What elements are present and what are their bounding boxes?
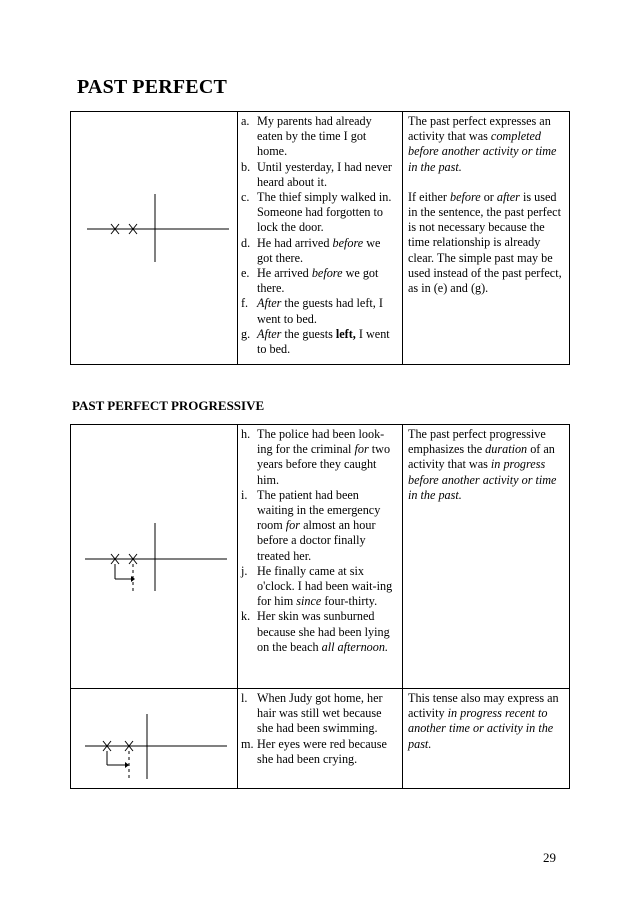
example-text: The patient had been waiting in the emergency room for almost an hour before a doctor finally treated her. xyxy=(257,487,381,563)
timeline-diagram xyxy=(71,689,237,789)
example-item xyxy=(241,737,398,767)
example-text: He had arrived before we got there. xyxy=(257,235,381,265)
example-item xyxy=(241,266,398,296)
example-item xyxy=(241,327,398,357)
example-letter: h. xyxy=(241,427,251,441)
timeline-diagram xyxy=(71,112,237,365)
example-item xyxy=(241,691,398,737)
example-letter: i. xyxy=(241,487,248,502)
example-letter: m. xyxy=(241,736,254,751)
example-letter: d. xyxy=(241,235,251,250)
example-item xyxy=(241,296,398,326)
example-item xyxy=(241,609,398,655)
example-text: When Judy got home, her hair was still wet because she had been swimming. xyxy=(257,691,383,736)
example-letter: c. xyxy=(241,190,250,205)
examples-list xyxy=(238,689,402,767)
explanation-notes xyxy=(403,425,569,503)
explanation-notes xyxy=(403,112,569,296)
timeline-diagram xyxy=(71,425,237,689)
example-item xyxy=(241,160,398,190)
example-text: My parents had already eaten by the time I got home. xyxy=(257,114,372,159)
example-letter: l. xyxy=(241,691,248,705)
example-item xyxy=(241,190,398,236)
explanation-notes xyxy=(403,689,569,752)
example-text: The police had been look-ing for the criminal for two years before they caught him. xyxy=(257,427,391,487)
example-item xyxy=(241,488,398,564)
example-letter: b. xyxy=(241,159,251,174)
example-item xyxy=(241,427,398,488)
explanation-paragraph: This tense also may express an activity in progress recent to another time or activity in the past. xyxy=(408,691,559,751)
example-text: After the guests had left, I went to bed. xyxy=(257,296,383,326)
past-perfect-progressive-table xyxy=(70,424,570,789)
explanation-cell xyxy=(403,689,570,789)
example-item xyxy=(241,564,398,610)
example-letter: a. xyxy=(241,114,250,128)
explanation-cell xyxy=(403,112,570,365)
examples-list xyxy=(238,112,402,357)
page-title: PAST PERFECT xyxy=(77,76,228,98)
example-text: Until yesterday, I had never heard about it. xyxy=(257,159,392,189)
examples-cell xyxy=(238,425,403,689)
example-text: He finally came at six o'clock. I had been wait-ing for him since four-thirty. xyxy=(257,563,393,609)
example-text: After the guests left, I went to bed. xyxy=(257,326,390,357)
examples-cell xyxy=(238,689,403,789)
explanation-paragraph: If either before or after is used in the sentence, the past perfect is not necessary because the time relationship is already clear. The simple past may be used instead of the past perfect, as in (e) and (g). xyxy=(408,189,562,296)
examples-cell xyxy=(238,112,403,365)
recent-progressive-timeline xyxy=(71,689,238,789)
example-letter: j. xyxy=(241,563,248,578)
past-perfect-table xyxy=(70,111,570,365)
progressive-timeline xyxy=(71,425,238,689)
example-letter: k. xyxy=(241,609,251,624)
example-text: He arrived before we got there. xyxy=(257,266,379,296)
past-perfect-timeline xyxy=(71,112,238,365)
example-letter: e. xyxy=(241,266,250,281)
explanation-paragraph: The past perfect progressive emphasizes the duration of an activity that was in progress before another activity or time in the past. xyxy=(408,427,557,502)
examples-list xyxy=(238,425,402,655)
example-letter: f. xyxy=(241,296,249,311)
explanation-paragraph: The past perfect expresses an activity that was completed before another activity or time in the past. xyxy=(408,114,557,174)
page-number: 29 xyxy=(543,850,556,865)
example-text: The thief simply walked in. Someone had forgotten to lock the door. xyxy=(257,190,392,235)
example-text: Her eyes were red because she had been crying. xyxy=(257,736,387,766)
example-text: Her skin was sunburned because she had been lying on the beach all afternoon. xyxy=(257,609,390,654)
explanation-cell xyxy=(403,425,570,689)
example-item xyxy=(241,114,398,160)
section-subtitle: PAST PERFECT PROGRESSIVE xyxy=(72,398,265,413)
example-item xyxy=(241,236,398,266)
example-letter: g. xyxy=(241,326,251,341)
